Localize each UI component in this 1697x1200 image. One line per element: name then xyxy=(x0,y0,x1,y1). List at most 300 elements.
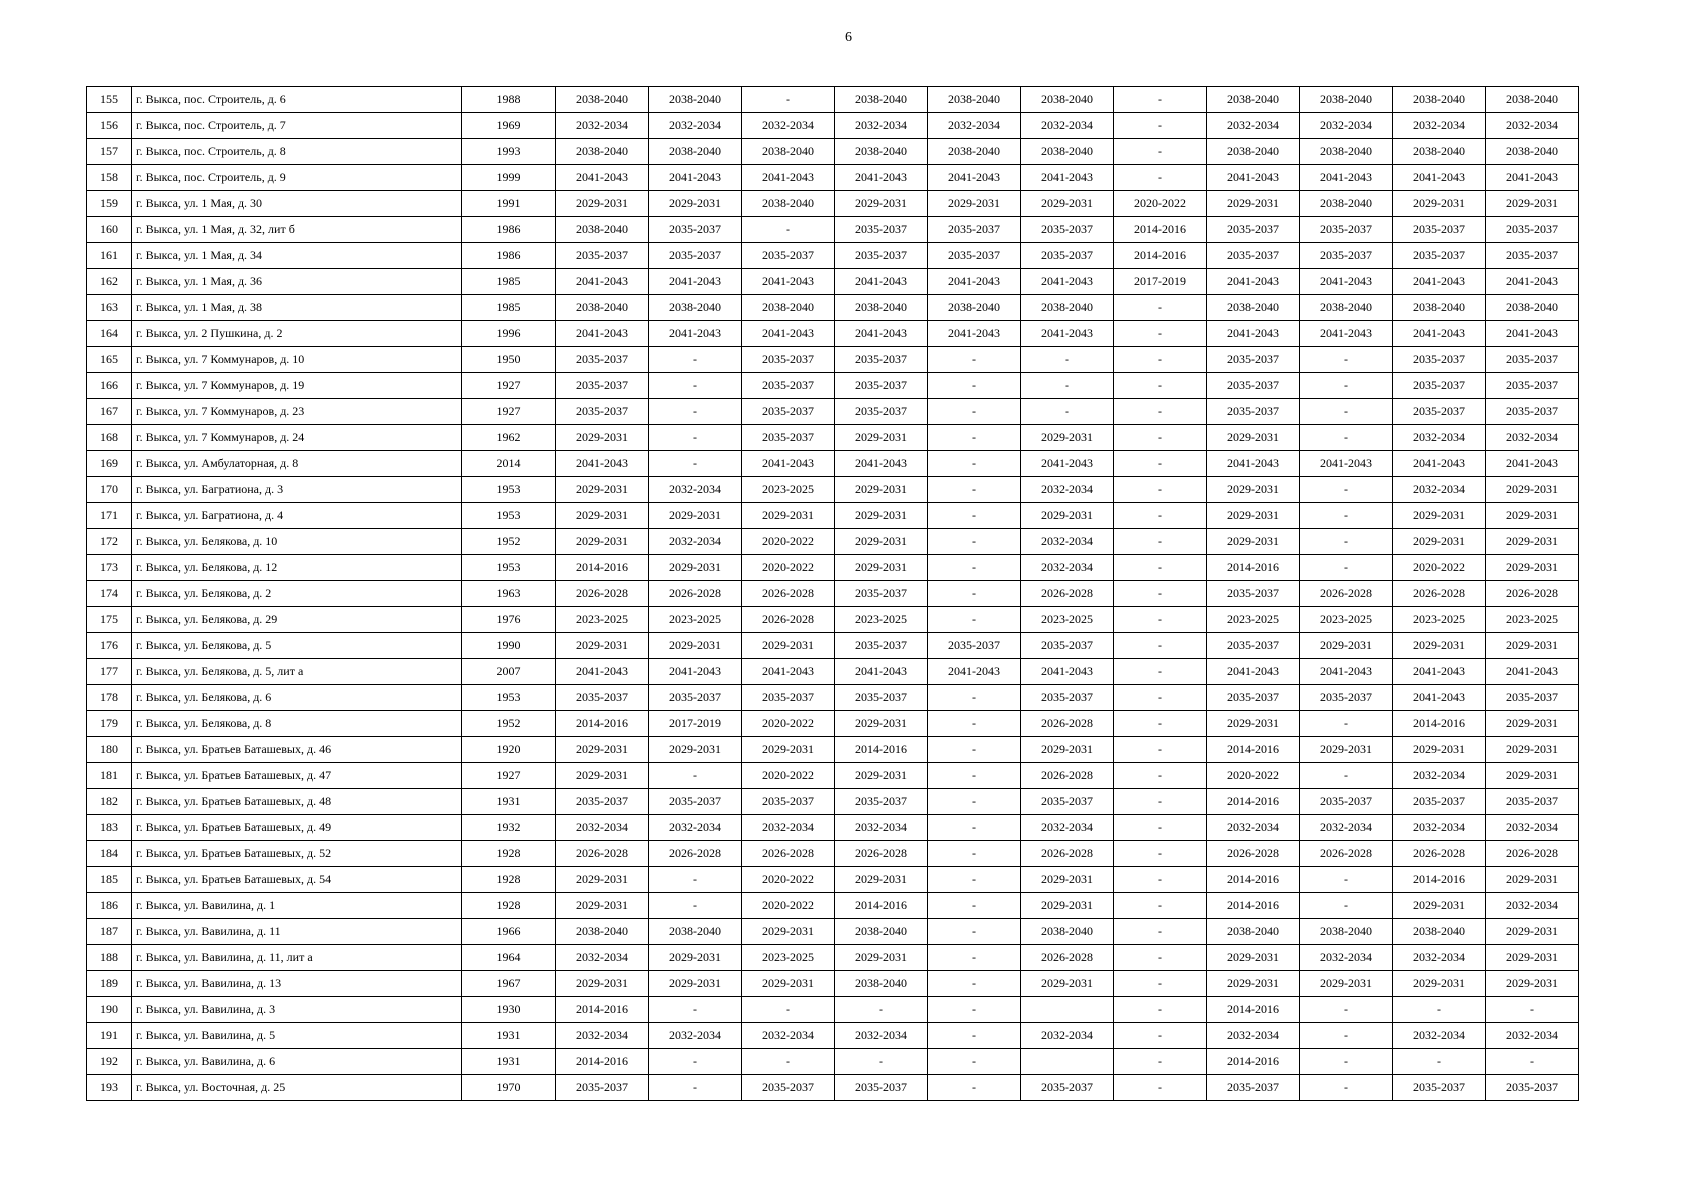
period-cell: 2029-2031 xyxy=(835,477,928,503)
period-cell: 2041-2043 xyxy=(649,321,742,347)
period-cell: - xyxy=(1114,893,1207,919)
year-cell: 1928 xyxy=(462,867,556,893)
year-cell: 1966 xyxy=(462,919,556,945)
year-cell: 1927 xyxy=(462,399,556,425)
period-cell: 2035-2037 xyxy=(742,347,835,373)
row-number-cell: 175 xyxy=(87,607,132,633)
period-cell: 2041-2043 xyxy=(556,451,649,477)
period-cell: 2038-2040 xyxy=(1207,919,1300,945)
period-cell: - xyxy=(1300,763,1393,789)
period-cell: - xyxy=(928,789,1021,815)
year-cell: 1931 xyxy=(462,1049,556,1075)
row-number-cell: 173 xyxy=(87,555,132,581)
period-cell: 2041-2043 xyxy=(835,269,928,295)
period-cell: 2038-2040 xyxy=(1300,87,1393,113)
period-cell: 2014-2016 xyxy=(1207,893,1300,919)
period-cell: 2029-2031 xyxy=(1486,503,1579,529)
address-cell: г. Выкса, ул. Вавилина, д. 5 xyxy=(132,1023,462,1049)
address-cell: г. Выкса, ул. Вавилина, д. 11 xyxy=(132,919,462,945)
period-cell: - xyxy=(928,451,1021,477)
period-cell: 2032-2034 xyxy=(835,815,928,841)
period-cell: 2029-2031 xyxy=(1021,971,1114,997)
address-cell: г. Выкса, ул. Багратиона, д. 3 xyxy=(132,477,462,503)
period-cell: 2014-2016 xyxy=(835,737,928,763)
row-number-cell: 168 xyxy=(87,425,132,451)
period-cell: 2029-2031 xyxy=(1393,893,1486,919)
period-cell: 2041-2043 xyxy=(649,165,742,191)
period-cell: 2032-2034 xyxy=(835,113,928,139)
period-cell: 2041-2043 xyxy=(742,165,835,191)
year-cell: 1950 xyxy=(462,347,556,373)
address-cell: г. Выкса, ул. Белякова, д. 12 xyxy=(132,555,462,581)
period-cell: 2041-2043 xyxy=(1207,269,1300,295)
period-cell: 2023-2025 xyxy=(742,477,835,503)
year-cell: 1931 xyxy=(462,1023,556,1049)
period-cell: - xyxy=(1300,373,1393,399)
period-cell: - xyxy=(928,1049,1021,1075)
period-cell: 2023-2025 xyxy=(835,607,928,633)
period-cell: 2041-2043 xyxy=(649,269,742,295)
period-cell: 2041-2043 xyxy=(556,659,649,685)
period-cell: 2029-2031 xyxy=(1207,477,1300,503)
table-row xyxy=(87,191,1579,217)
period-cell: 2038-2040 xyxy=(1393,139,1486,165)
period-cell: 2029-2031 xyxy=(649,633,742,659)
row-number-cell: 172 xyxy=(87,529,132,555)
period-cell: 2038-2040 xyxy=(835,87,928,113)
buildings-repair-schedule-table xyxy=(86,86,1579,1101)
period-cell: 2038-2040 xyxy=(1207,295,1300,321)
period-cell: 2029-2031 xyxy=(649,503,742,529)
table-row xyxy=(87,451,1579,477)
period-cell: 2029-2031 xyxy=(1300,971,1393,997)
period-cell: 2032-2034 xyxy=(556,815,649,841)
period-cell: 2032-2034 xyxy=(1393,113,1486,139)
period-cell: - xyxy=(1114,451,1207,477)
period-cell: 2041-2043 xyxy=(1207,451,1300,477)
period-cell: 2035-2037 xyxy=(556,1075,649,1101)
period-cell: - xyxy=(1300,425,1393,451)
period-cell: - xyxy=(649,399,742,425)
period-cell: - xyxy=(649,997,742,1023)
year-cell: 1970 xyxy=(462,1075,556,1101)
period-cell: 2029-2031 xyxy=(835,945,928,971)
period-cell: - xyxy=(1393,997,1486,1023)
year-cell: 1976 xyxy=(462,607,556,633)
year-cell: 1996 xyxy=(462,321,556,347)
period-cell: - xyxy=(1114,763,1207,789)
period-cell: 2035-2037 xyxy=(742,243,835,269)
period-cell: 2029-2031 xyxy=(649,191,742,217)
period-cell: - xyxy=(928,503,1021,529)
address-cell: г. Выкса, ул. Белякова, д. 8 xyxy=(132,711,462,737)
period-cell: 2032-2034 xyxy=(1207,815,1300,841)
period-cell: 2035-2037 xyxy=(1300,789,1393,815)
period-cell: - xyxy=(1114,373,1207,399)
period-cell: 2038-2040 xyxy=(649,87,742,113)
period-cell: - xyxy=(928,737,1021,763)
address-cell: г. Выкса, ул. Вавилина, д. 3 xyxy=(132,997,462,1023)
period-cell: 2038-2040 xyxy=(928,295,1021,321)
period-cell: 2026-2028 xyxy=(1021,945,1114,971)
period-cell: 2035-2037 xyxy=(556,685,649,711)
period-cell: 2035-2037 xyxy=(835,633,928,659)
table-row xyxy=(87,841,1579,867)
period-cell: 2029-2031 xyxy=(1486,867,1579,893)
row-number-cell: 178 xyxy=(87,685,132,711)
year-cell: 1962 xyxy=(462,425,556,451)
period-cell: 2035-2037 xyxy=(1207,347,1300,373)
period-cell: 2038-2040 xyxy=(1207,139,1300,165)
period-cell: 2038-2040 xyxy=(1393,87,1486,113)
period-cell: 2038-2040 xyxy=(556,87,649,113)
address-cell: г. Выкса, ул. 1 Мая, д. 34 xyxy=(132,243,462,269)
period-cell: - xyxy=(1114,87,1207,113)
table-row xyxy=(87,581,1579,607)
address-cell: г. Выкса, ул. Братьев Баташевых, д. 49 xyxy=(132,815,462,841)
period-cell: 2029-2031 xyxy=(1393,529,1486,555)
period-cell: 2035-2037 xyxy=(835,581,928,607)
period-cell: 2035-2037 xyxy=(1021,633,1114,659)
table-row xyxy=(87,997,1579,1023)
period-cell: 2041-2043 xyxy=(928,659,1021,685)
period-cell: 2032-2034 xyxy=(1300,945,1393,971)
period-cell: - xyxy=(649,373,742,399)
period-cell: 2029-2031 xyxy=(556,737,649,763)
period-cell: 2026-2028 xyxy=(1393,581,1486,607)
period-cell: - xyxy=(1114,945,1207,971)
period-cell: 2035-2037 xyxy=(556,347,649,373)
period-cell: - xyxy=(1021,373,1114,399)
period-cell: 2014-2016 xyxy=(1207,555,1300,581)
period-cell: 2029-2031 xyxy=(1393,737,1486,763)
period-cell: 2026-2028 xyxy=(1021,841,1114,867)
period-cell: 2029-2031 xyxy=(1486,945,1579,971)
period-cell: 2041-2043 xyxy=(1021,659,1114,685)
period-cell: 2023-2025 xyxy=(556,607,649,633)
period-cell: 2035-2037 xyxy=(835,373,928,399)
period-cell: 2029-2031 xyxy=(649,555,742,581)
period-cell: 2032-2034 xyxy=(1021,1023,1114,1049)
year-cell: 1952 xyxy=(462,711,556,737)
row-number-cell: 185 xyxy=(87,867,132,893)
year-cell: 1928 xyxy=(462,841,556,867)
row-number-cell: 163 xyxy=(87,295,132,321)
period-cell: 2038-2040 xyxy=(835,295,928,321)
period-cell: 2035-2037 xyxy=(556,373,649,399)
row-number-cell: 179 xyxy=(87,711,132,737)
period-cell: - xyxy=(928,945,1021,971)
period-cell: 2029-2031 xyxy=(1486,633,1579,659)
period-cell: - xyxy=(1114,581,1207,607)
period-cell: - xyxy=(1114,295,1207,321)
period-cell: 2041-2043 xyxy=(556,269,649,295)
period-cell: - xyxy=(1114,789,1207,815)
period-cell: 2035-2037 xyxy=(835,243,928,269)
period-cell: 2035-2037 xyxy=(835,399,928,425)
period-cell: - xyxy=(1300,399,1393,425)
table-row xyxy=(87,217,1579,243)
row-number-cell: 190 xyxy=(87,997,132,1023)
period-cell: 2041-2043 xyxy=(556,321,649,347)
row-number-cell: 155 xyxy=(87,87,132,113)
period-cell: - xyxy=(928,997,1021,1023)
period-cell: - xyxy=(1114,399,1207,425)
period-cell: 2038-2040 xyxy=(742,139,835,165)
period-cell: 2035-2037 xyxy=(1393,373,1486,399)
period-cell: 2035-2037 xyxy=(928,633,1021,659)
period-cell: 2014-2016 xyxy=(556,997,649,1023)
period-cell: 2029-2031 xyxy=(556,529,649,555)
period-cell: 2038-2040 xyxy=(1393,295,1486,321)
period-cell: 2026-2028 xyxy=(556,841,649,867)
year-cell: 1999 xyxy=(462,165,556,191)
address-cell: г. Выкса, ул. Братьев Баташевых, д. 54 xyxy=(132,867,462,893)
period-cell: - xyxy=(928,971,1021,997)
period-cell: 2029-2031 xyxy=(742,633,835,659)
period-cell: 2035-2037 xyxy=(1393,1075,1486,1101)
period-cell: 2038-2040 xyxy=(1300,191,1393,217)
period-cell: 2029-2031 xyxy=(1021,867,1114,893)
year-cell: 1928 xyxy=(462,893,556,919)
year-cell: 1985 xyxy=(462,269,556,295)
period-cell: 2032-2034 xyxy=(1393,1023,1486,1049)
period-cell: 2014-2016 xyxy=(1207,737,1300,763)
period-cell: - xyxy=(1114,477,1207,503)
period-cell: - xyxy=(649,425,742,451)
period-cell: 2035-2037 xyxy=(742,789,835,815)
address-cell: г. Выкса, ул. 7 Коммунаров, д. 23 xyxy=(132,399,462,425)
period-cell: 2038-2040 xyxy=(1021,295,1114,321)
period-cell: - xyxy=(928,841,1021,867)
period-cell: - xyxy=(928,607,1021,633)
period-cell: 2014-2016 xyxy=(1114,243,1207,269)
period-cell: 2035-2037 xyxy=(1207,1075,1300,1101)
period-cell: - xyxy=(1114,711,1207,737)
period-cell: 2035-2037 xyxy=(556,399,649,425)
year-cell: 1953 xyxy=(462,503,556,529)
row-number-cell: 165 xyxy=(87,347,132,373)
period-cell: 2026-2028 xyxy=(742,841,835,867)
address-cell: г. Выкса, ул. 7 Коммунаров, д. 10 xyxy=(132,347,462,373)
period-cell: 2029-2031 xyxy=(1486,763,1579,789)
period-cell: - xyxy=(1300,997,1393,1023)
period-cell xyxy=(1021,997,1114,1023)
period-cell: 2038-2040 xyxy=(649,139,742,165)
period-cell: 2029-2031 xyxy=(835,529,928,555)
period-cell: 2029-2031 xyxy=(649,971,742,997)
period-cell: 2029-2031 xyxy=(1207,971,1300,997)
period-cell: 2035-2037 xyxy=(1207,633,1300,659)
period-cell: 2026-2028 xyxy=(649,841,742,867)
period-cell: 2041-2043 xyxy=(1300,165,1393,191)
period-cell: 2035-2037 xyxy=(1393,789,1486,815)
table-row xyxy=(87,425,1579,451)
row-number-cell: 164 xyxy=(87,321,132,347)
period-cell: 2029-2031 xyxy=(1393,191,1486,217)
period-cell: - xyxy=(1021,347,1114,373)
period-cell: 2038-2040 xyxy=(835,971,928,997)
period-cell: - xyxy=(928,1023,1021,1049)
period-cell: - xyxy=(928,893,1021,919)
table-row xyxy=(87,269,1579,295)
period-cell: 2029-2031 xyxy=(835,555,928,581)
period-cell: - xyxy=(928,425,1021,451)
address-cell: г. Выкса, ул. Братьев Баташевых, д. 46 xyxy=(132,737,462,763)
period-cell: 2038-2040 xyxy=(556,217,649,243)
row-number-cell: 192 xyxy=(87,1049,132,1075)
table-row xyxy=(87,87,1579,113)
period-cell: 2038-2040 xyxy=(742,191,835,217)
period-cell: 2035-2037 xyxy=(1486,1075,1579,1101)
period-cell: - xyxy=(928,685,1021,711)
period-cell: 2026-2028 xyxy=(1486,841,1579,867)
period-cell: 2035-2037 xyxy=(928,217,1021,243)
period-cell: - xyxy=(928,867,1021,893)
period-cell: 2038-2040 xyxy=(1300,139,1393,165)
period-cell: 2026-2028 xyxy=(742,581,835,607)
table-row xyxy=(87,373,1579,399)
period-cell: 2035-2037 xyxy=(1486,347,1579,373)
period-cell: 2035-2037 xyxy=(835,685,928,711)
period-cell: 2041-2043 xyxy=(1486,321,1579,347)
period-cell: 2038-2040 xyxy=(928,139,1021,165)
period-cell: 2041-2043 xyxy=(1207,165,1300,191)
period-cell: 2026-2028 xyxy=(1021,763,1114,789)
period-cell: 2032-2034 xyxy=(649,477,742,503)
period-cell: 2038-2040 xyxy=(928,87,1021,113)
period-cell: 2032-2034 xyxy=(1021,113,1114,139)
period-cell: 2041-2043 xyxy=(1393,659,1486,685)
address-cell: г. Выкса, ул. 1 Мая, д. 36 xyxy=(132,269,462,295)
address-cell: г. Выкса, ул. Вавилина, д. 13 xyxy=(132,971,462,997)
table-row xyxy=(87,399,1579,425)
period-cell: 2035-2037 xyxy=(1486,217,1579,243)
period-cell: 2035-2037 xyxy=(928,243,1021,269)
period-cell: 2041-2043 xyxy=(1300,321,1393,347)
period-cell: - xyxy=(928,529,1021,555)
period-cell: 2035-2037 xyxy=(1486,399,1579,425)
period-cell: 2035-2037 xyxy=(1021,217,1114,243)
address-cell: г. Выкса, ул. 1 Мая, д. 32, лит б xyxy=(132,217,462,243)
address-cell: г. Выкса, ул. Багратиона, д. 4 xyxy=(132,503,462,529)
year-cell: 1988 xyxy=(462,87,556,113)
period-cell: - xyxy=(1114,971,1207,997)
period-cell: 2041-2043 xyxy=(928,321,1021,347)
period-cell: 2029-2031 xyxy=(742,971,835,997)
period-cell: 2029-2031 xyxy=(835,425,928,451)
period-cell: 2032-2034 xyxy=(742,113,835,139)
period-cell: 2038-2040 xyxy=(1486,87,1579,113)
period-cell: - xyxy=(1300,477,1393,503)
period-cell: - xyxy=(1114,555,1207,581)
period-cell: 2023-2025 xyxy=(742,945,835,971)
period-cell: 2029-2031 xyxy=(1207,529,1300,555)
table-row xyxy=(87,607,1579,633)
address-cell: г. Выкса, ул. 7 Коммунаров, д. 19 xyxy=(132,373,462,399)
period-cell: 2029-2031 xyxy=(1207,191,1300,217)
year-cell: 1967 xyxy=(462,971,556,997)
row-number-cell: 182 xyxy=(87,789,132,815)
period-cell: - xyxy=(1393,1049,1486,1075)
period-cell: 2041-2043 xyxy=(1300,451,1393,477)
period-cell: 2014-2016 xyxy=(1114,217,1207,243)
row-number-cell: 161 xyxy=(87,243,132,269)
period-cell: - xyxy=(742,997,835,1023)
period-cell: 2029-2031 xyxy=(1393,503,1486,529)
row-number-cell: 193 xyxy=(87,1075,132,1101)
table-row xyxy=(87,685,1579,711)
period-cell: 2023-2025 xyxy=(1393,607,1486,633)
period-cell: 2038-2040 xyxy=(649,295,742,321)
year-cell: 1932 xyxy=(462,815,556,841)
row-number-cell: 171 xyxy=(87,503,132,529)
period-cell: 2041-2043 xyxy=(1300,269,1393,295)
period-cell: 2032-2034 xyxy=(1393,425,1486,451)
period-cell: 2041-2043 xyxy=(649,659,742,685)
period-cell: 2026-2028 xyxy=(742,607,835,633)
table-row xyxy=(87,893,1579,919)
period-cell: 2029-2031 xyxy=(1393,633,1486,659)
period-cell: 2029-2031 xyxy=(1207,503,1300,529)
period-cell: 2032-2034 xyxy=(649,1023,742,1049)
period-cell: - xyxy=(742,87,835,113)
period-cell: 2032-2034 xyxy=(1207,113,1300,139)
period-cell: 2023-2025 xyxy=(1486,607,1579,633)
period-cell: 2032-2034 xyxy=(1300,113,1393,139)
period-cell: 2032-2034 xyxy=(1393,815,1486,841)
period-cell: 2029-2031 xyxy=(556,191,649,217)
period-cell: - xyxy=(1300,1049,1393,1075)
period-cell: 2014-2016 xyxy=(1207,997,1300,1023)
address-cell: г. Выкса, ул. Белякова, д. 10 xyxy=(132,529,462,555)
period-cell: 2035-2037 xyxy=(742,425,835,451)
period-cell: 2032-2034 xyxy=(1300,815,1393,841)
period-cell: 2035-2037 xyxy=(1207,373,1300,399)
period-cell: - xyxy=(1114,919,1207,945)
table-row xyxy=(87,139,1579,165)
period-cell: 2041-2043 xyxy=(1021,165,1114,191)
period-cell: 2035-2037 xyxy=(1486,685,1579,711)
table-row xyxy=(87,659,1579,685)
period-cell: 2041-2043 xyxy=(1393,269,1486,295)
period-cell: 2029-2031 xyxy=(835,711,928,737)
period-cell: 2029-2031 xyxy=(835,763,928,789)
period-cell: 2029-2031 xyxy=(1486,919,1579,945)
table-row xyxy=(87,815,1579,841)
period-cell: 2029-2031 xyxy=(556,477,649,503)
period-cell: - xyxy=(1114,139,1207,165)
row-number-cell: 184 xyxy=(87,841,132,867)
period-cell: 2041-2043 xyxy=(1300,659,1393,685)
period-cell: 2029-2031 xyxy=(1021,425,1114,451)
address-cell: г. Выкса, ул. Вавилина, д. 1 xyxy=(132,893,462,919)
period-cell: - xyxy=(928,347,1021,373)
period-cell: 2029-2031 xyxy=(742,919,835,945)
period-cell: 2029-2031 xyxy=(556,893,649,919)
period-cell: 2041-2043 xyxy=(742,269,835,295)
address-cell: г. Выкса, пос. Строитель, д. 7 xyxy=(132,113,462,139)
period-cell: 2017-2019 xyxy=(1114,269,1207,295)
year-cell: 1986 xyxy=(462,243,556,269)
row-number-cell: 188 xyxy=(87,945,132,971)
period-cell: - xyxy=(649,763,742,789)
period-cell: 2035-2037 xyxy=(1393,217,1486,243)
period-cell: 2041-2043 xyxy=(1021,269,1114,295)
table-row xyxy=(87,321,1579,347)
period-cell: 2029-2031 xyxy=(649,737,742,763)
address-cell: г. Выкса, ул. 1 Мая, д. 38 xyxy=(132,295,462,321)
